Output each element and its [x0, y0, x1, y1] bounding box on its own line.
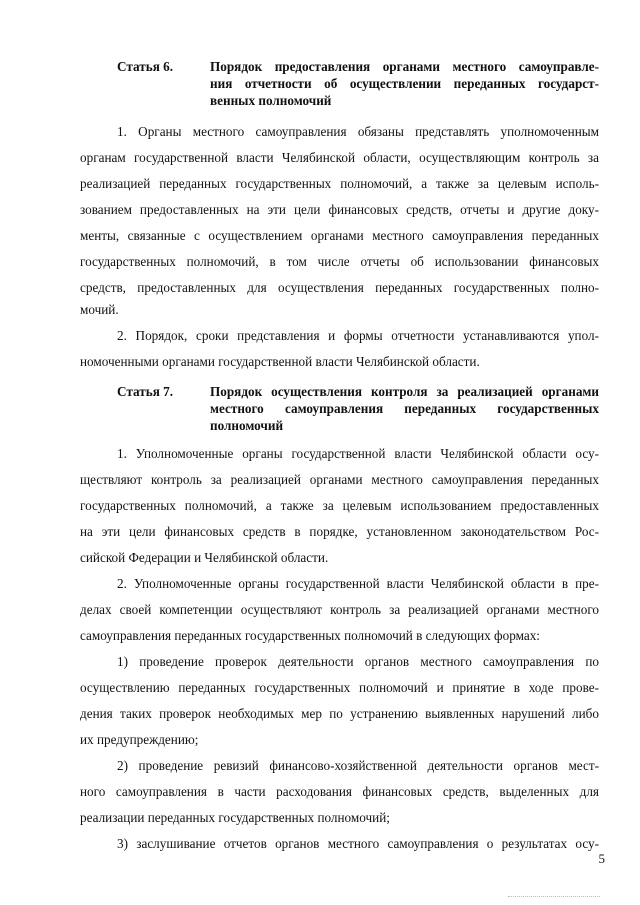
article-6-title	[210, 58, 599, 109]
article-7-item1-line: дения таких проверок необходимых мер по устранению выявленных нарушений либо	[80, 706, 599, 721]
article-6-title-line: венных полномочий	[210, 93, 332, 108]
article-7-title-line: полномочий	[210, 418, 284, 433]
article-7-title	[210, 383, 599, 434]
article-6-title-line: ния отчетности об осуществлении переданных государст-	[210, 76, 599, 91]
article-7-item1-line: 1) проведение проверок деятельности органов местного самоуправления по	[117, 654, 599, 669]
article-6-p2-line: номоченными органами государственной власти Челябинской области.	[80, 354, 480, 369]
page-number: 5	[598, 851, 605, 866]
article-6-p2-line: 2. Порядок, сроки представления и формы отчетности устанавливаются упол-	[117, 328, 599, 343]
article-7-item1-line: их предупреждению;	[80, 732, 199, 747]
article-6-p1-line: средств, предоставленных для осуществления переданных государственных полно-	[80, 280, 599, 295]
article-7-item2-line: 2) проведение ревизий финансово-хозяйственной деятельности органов мест-	[117, 758, 599, 773]
article-6-p1-line: 1. Органы местного самоуправления обязаны представлять уполномоченным	[117, 124, 599, 139]
article-7-title-line: Порядок осуществления контроля за реализацией органами	[210, 384, 599, 399]
article-7-p1-line: 1. Уполномоченные органы государственной власти Челябинской области осу-	[117, 446, 599, 461]
article-7-p1-line: государственных полномочий, а также за целевым использованием предоставленных	[80, 498, 599, 513]
article-7-item2-line: реализации переданных государственных полномочий;	[80, 810, 390, 825]
article-6-p1-line: зованием предоставленных на эти цели финансовых средств, отчеты и другие доку-	[80, 202, 599, 217]
article-6-number: Статья 6.	[117, 59, 174, 74]
article-6-title-line: Порядок предоставления органами местного самоуправле-	[210, 59, 599, 74]
article-7-p2-line: делах своей компетенции осуществляют контроль за реализацией органами местного	[80, 602, 599, 617]
article-6-p1-line: мочий.	[80, 302, 119, 317]
article-7-p1-line: на эти цели финансовых средств в порядке, установленном законодательством Рос-	[80, 524, 599, 539]
article-7-item3-line: 3) заслушивание отчетов органов местного самоуправления о результатах осу-	[117, 836, 599, 851]
article-7-p2-line: 2. Уполномоченные органы государственной власти Челябинской области в пре-	[117, 576, 599, 591]
article-7-p1-line: сийской Федерации и Челябинской области.	[80, 550, 329, 565]
article-7-item1-line: осуществлению переданных государственных полномочий и принятие в ходе прове-	[80, 680, 599, 695]
scan-footer-mark	[508, 896, 600, 899]
article-7-p2-line: самоуправления переданных государственных полномочий в следующих формах:	[80, 628, 540, 643]
article-6-p1-line: органам государственной власти Челябинской области, осуществляющим контроль за	[80, 150, 599, 165]
article-7-title-line: местного самоуправления переданных государственных	[210, 401, 599, 416]
article-6-p1-line: менты, связанные с осуществлением органами местного самоуправления переданных	[80, 228, 599, 243]
article-7-item2-line: ного самоуправления в части расходования финансовых средств, выделенных для	[80, 784, 599, 799]
article-7-p1-line: ществляют контроль за реализацией органами местного самоуправления переданных	[80, 472, 599, 487]
article-7-number: Статья 7.	[117, 384, 174, 399]
article-6-p1-line: государственных полномочий, в том числе отчеты об использовании финансовых	[80, 254, 599, 269]
article-6-p1-line: реализацией переданных государственных полномочий, а также за целевым исполь-	[80, 176, 599, 191]
